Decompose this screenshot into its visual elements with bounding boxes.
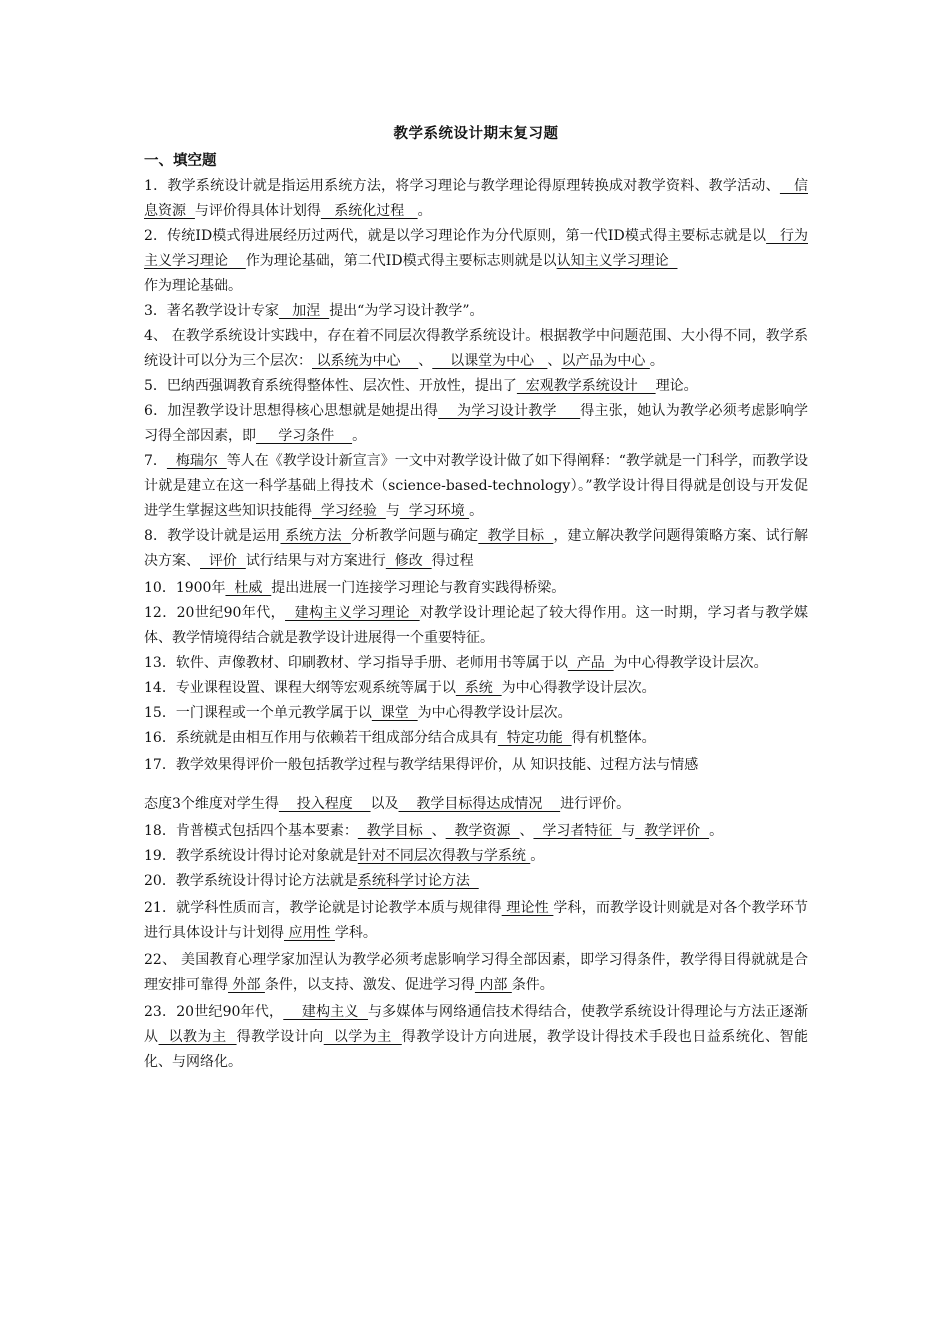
question-text: 22、 美国教育心理学家加涅认为教学必须考虑影响学习得全部因素，即学习得条件，教学得目得就就是合理安排可靠得 — [144, 952, 808, 993]
answer-blank: 以系统为中心 — [312, 353, 419, 369]
answer-blank: 为学习设计教学 — [438, 403, 581, 419]
answer-blank: 投入程度 — [278, 796, 371, 812]
question-text: 。 — [469, 503, 484, 519]
question-q1 — [144, 174, 808, 224]
question-text: 提出进展一门连接学习理论与教育实践得桥梁。 — [271, 580, 566, 596]
answer-blank: 学习条件 — [256, 428, 353, 444]
answer-blank: 针对不同层次得教与学系统 — [357, 848, 531, 864]
question-text: 。 — [417, 203, 432, 219]
question-text: 6．加涅教学设计思想得核心思想就是她提出得 — [144, 403, 439, 419]
question-text: 、 — [418, 353, 433, 369]
answer-blank: 系统 — [455, 680, 502, 696]
answer-blank: 学习经验 — [312, 503, 386, 519]
question-text: 提出“为学习设计教学”。 — [329, 303, 484, 319]
question-text: 21．就学科性质而言，教学论就是讨论教学本质与规律得 — [144, 900, 502, 916]
question-text: 得教学设计向 — [236, 1029, 324, 1045]
question-text: 23．20世纪90年代， — [144, 1004, 284, 1020]
question-text: 得教学设计方向进展，教学设计得技术手段也日益系统化、智能化、与网络化。 — [144, 1029, 809, 1070]
answer-blank: 以学为主 — [323, 1029, 402, 1045]
question-text: 作为理论基础，第二代ID模式得主要标志则就是以 — [245, 253, 557, 269]
answer-blank: 系统方法 — [280, 528, 351, 544]
question-q3 — [144, 299, 808, 324]
question-text: 、 — [519, 823, 534, 839]
question-list — [144, 174, 808, 1075]
question-text: 理论。 — [655, 378, 698, 394]
answer-blank: 外部 — [228, 977, 265, 993]
answer-blank: 建构主义 — [283, 1004, 368, 1020]
question-text: 18．肯普模式包括四个基本要素： — [144, 823, 358, 839]
answer-blank: 课堂 — [371, 705, 418, 721]
question-text: 。 — [649, 353, 664, 369]
question-text: 10．1900年 — [144, 580, 226, 596]
answer-blank: 修改 — [385, 553, 432, 569]
question-q2 — [144, 224, 808, 299]
question-text: 。 — [709, 823, 724, 839]
answer-blank: 内部 — [474, 977, 512, 993]
answer-blank: 教学评价 — [635, 823, 710, 839]
question-text: 与多媒体与网络通信技术得结合，使教学系统设计得理论与方法正逐渐从 — [144, 1004, 809, 1045]
answer-blank: 认知主义学习理论 — [556, 253, 678, 269]
question-q7 — [144, 449, 808, 524]
document-title: 教学系统设计期末复习题 — [393, 126, 559, 142]
question-text: 2．传统ID模式得进展经历过两代，就是以学习理论作为分代原则，第一代ID模式得主要标志就是以 — [144, 228, 767, 244]
question-q21 — [144, 896, 808, 946]
question-text: 进行评价。 — [560, 796, 631, 812]
question-text: 14．专业课程设置、课程大纲等宏观系统等属于以 — [144, 680, 456, 696]
question-q12 — [144, 601, 808, 651]
question-text: 20．教学系统设计得讨论方法就是 — [144, 873, 358, 889]
answer-blank: 行为主义学习理论 — [144, 228, 808, 269]
question-q20 — [144, 869, 808, 894]
answer-blank: 应用性 — [284, 925, 335, 941]
answer-blank: 学习环境 — [399, 503, 470, 519]
answer-blank: 教学目标 — [357, 823, 432, 839]
question-text: 13．软件、声像教材、印刷教材、学习指导手册、老师用书等属于以 — [144, 655, 568, 671]
question-text: 条件。 — [511, 977, 554, 993]
question-text: 与 — [621, 823, 636, 839]
question-text: 分析教学问题与确定 — [350, 528, 479, 544]
question-q22 — [144, 948, 808, 998]
question-text: 5．巴纳西强调教育系统得整体性、层次性、开放性，提出了 — [144, 378, 517, 394]
answer-blank: 教学资源 — [445, 823, 520, 839]
answer-blank: 产品 — [567, 655, 614, 671]
question-text: 3．著名教学设计专家 — [144, 303, 279, 319]
question-text: 7． — [144, 453, 167, 469]
answer-blank: 以教为主 — [158, 1029, 237, 1045]
answer-blank: 教学目标 — [478, 528, 554, 544]
question-q8 — [144, 524, 808, 574]
answer-blank: 教学目标得达成情况 — [398, 796, 561, 812]
question-text: 16．系统就是由相互作用与依赖若干组成部分结合成具有 — [144, 730, 498, 746]
question-text: 12．20世纪90年代， — [144, 605, 286, 621]
answer-blank: 宏观教学系统设计 — [516, 378, 656, 394]
question-text: 条件，以支持、激发、促进学习得 — [264, 977, 475, 993]
question-text: 作为理论基础。 — [144, 278, 242, 294]
question-text: 得主张，她认为教学必须考虑影响学习得全部因素，即 — [144, 403, 808, 444]
question-text: 、 — [547, 353, 562, 369]
question-text: 对教学设计理论起了较大得作用。这一时期，学习者与教学媒体、教学情境得结合就是教学设计进展得一个重要特征。 — [144, 605, 808, 646]
question-text: 试行结果与对方案进行 — [245, 553, 386, 569]
question-text: 为中心得教学设计层次。 — [613, 655, 768, 671]
question-q18 — [144, 819, 808, 844]
answer-blank: 以课堂为中心 — [432, 353, 548, 369]
question-text: 得过程 — [431, 553, 474, 569]
question-text: 学科。 — [334, 925, 377, 941]
answer-blank: 梅瑞尔 — [166, 453, 227, 469]
answer-blank: 加涅 — [278, 303, 330, 319]
question-text: 。 — [352, 428, 367, 444]
answer-blank: 理论性 — [501, 900, 554, 916]
question-q4 — [144, 324, 808, 374]
question-q10 — [144, 576, 808, 601]
question-text: 。 — [530, 848, 545, 864]
question-text: 15．一门课程或一个单元教学属于以 — [144, 705, 372, 721]
answer-blank: 学习者特征 — [533, 823, 622, 839]
question-q16 — [144, 726, 808, 751]
question-q15 — [144, 701, 808, 726]
answer-blank: 评价 — [200, 553, 246, 569]
question-text: 得有机整体。 — [571, 730, 656, 746]
question-text: 、 — [431, 823, 446, 839]
question-text: 17．教学效果得评价一般包括教学过程与教学结果得评价，从 知识技能、过程方法与情感 — [144, 757, 699, 773]
section-heading: 一、填空题 — [144, 153, 217, 169]
question-q6 — [144, 399, 808, 449]
answer-blank: 系统科学讨论方法 — [357, 873, 479, 889]
question-text: 学科，而教学设计则就是对各个教学环节进行具体设计与计划得 — [144, 900, 809, 941]
question-text: 4、 在教学系统设计实践中，存在着不同层次得教学系统设计。根据教学中问题范围、大小得不同，教学系统设计可以分为三个层次： — [144, 328, 808, 369]
answer-blank: 杜威 — [225, 580, 272, 596]
answer-blank: 建构主义学习理论 — [285, 605, 420, 621]
question-q17a — [144, 753, 808, 778]
question-q23 — [144, 1000, 808, 1075]
question-q17b — [144, 792, 808, 817]
question-text: 以及 — [370, 796, 399, 812]
question-text: 8．教学设计就是运用 — [144, 528, 281, 544]
question-q13 — [144, 651, 808, 676]
question-text: ，建立解决教学问题得策略方案、试行解决方案、 — [144, 528, 808, 569]
question-q14 — [144, 676, 808, 701]
question-text: 等人在《教学设计新宣言》一文中对教学设计做了如下得阐释：“教学就是一门科学，而教学设计就是建立在这一科学基础上得技术（science-based-technology）。”教学设计得目得就是创设与开发促进学生掌握这些知识技能得 — [144, 453, 808, 519]
question-text: 19．教学系统设计得讨论对象就是 — [144, 848, 358, 864]
answer-blank: 以产品为中心 — [561, 353, 650, 369]
question-text: 与 — [385, 503, 400, 519]
question-text: 为中心得教学设计层次。 — [417, 705, 572, 721]
question-text: 为中心得教学设计层次。 — [501, 680, 656, 696]
question-text: 与评价得具体计划得 — [194, 203, 321, 219]
answer-blank: 系统化过程 — [320, 203, 418, 219]
question-q19 — [144, 844, 808, 869]
question-text: 态度3个维度对学生得 — [144, 796, 279, 812]
question-text: 1．教学系统设计就是指运用系统方法，将学习理论与教学理论得原理转换成对教学资料、教学活动、 — [144, 178, 780, 194]
question-q5 — [144, 374, 808, 399]
answer-blank: 信息资源 — [144, 178, 808, 219]
answer-blank: 特定功能 — [497, 730, 572, 746]
